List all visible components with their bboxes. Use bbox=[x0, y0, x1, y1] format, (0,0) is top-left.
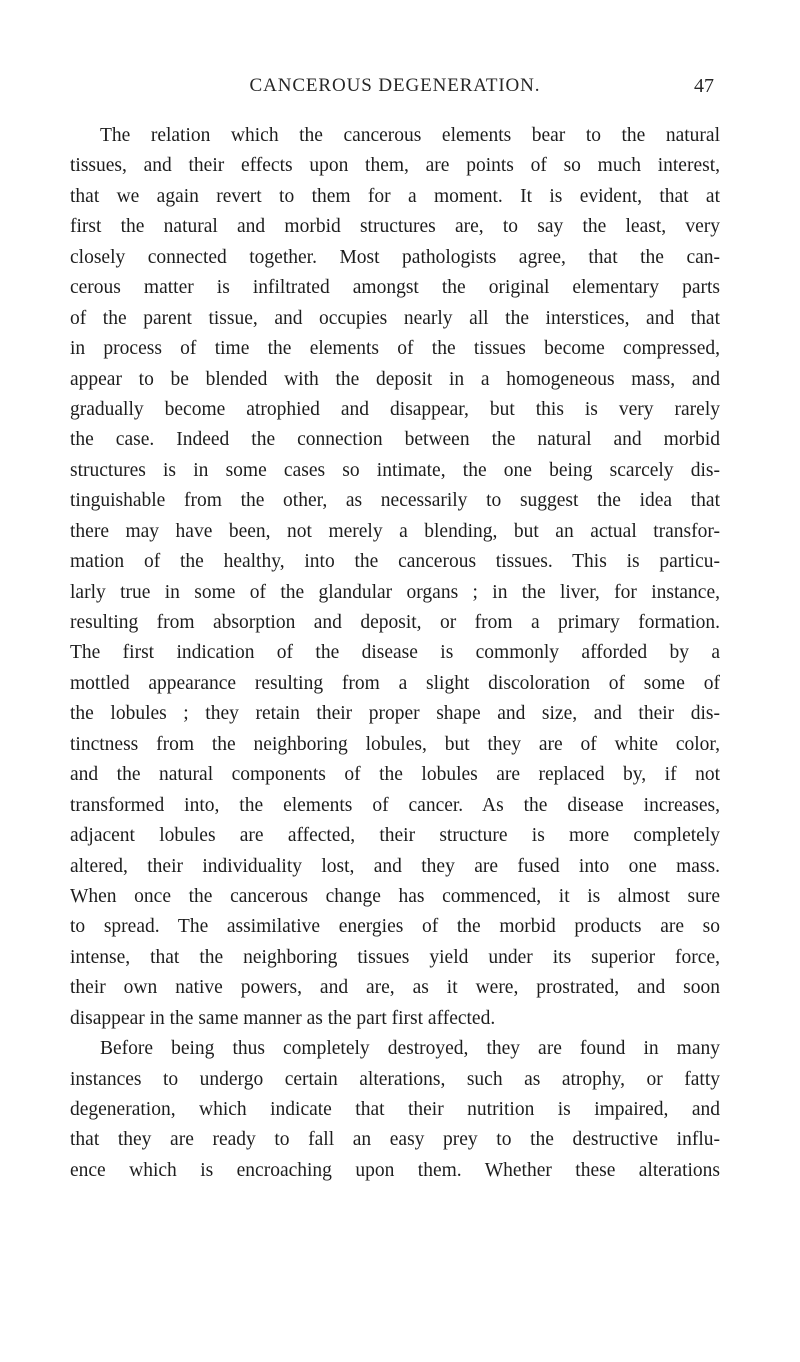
text-line: ence which is encroaching upon them. Whether these alterations bbox=[70, 1159, 720, 1181]
text-line: tinctness from the neighboring lobules, but they are of white color, bbox=[70, 733, 720, 755]
text-line: instances to undergo certain alterations, such as atrophy, or fatty bbox=[70, 1068, 720, 1090]
text-line: that we again revert to them for a moment. It is evident, that at bbox=[70, 185, 720, 207]
text-line: closely connected together. Most pathologists agree, that the can- bbox=[70, 246, 720, 268]
text-line: mation of the healthy, into the cancerous tissues. This is particu- bbox=[70, 551, 720, 573]
text-line: intense, that the neighboring tissues yield under its superior force, bbox=[70, 946, 720, 968]
text-line: structures is in some cases so intimate, the one being scarcely dis- bbox=[70, 459, 720, 481]
running-head bbox=[70, 72, 720, 100]
text-line: tissues, and their effects upon them, are points of so much interest, bbox=[70, 155, 720, 177]
text-line: gradually become atrophied and disappear, but this is very rarely bbox=[70, 398, 720, 420]
paragraph-1 bbox=[70, 121, 720, 1034]
text-line: appear to be blended with the deposit in a homogeneous mass, and bbox=[70, 368, 720, 390]
text-line: tinguishable from the other, as necessarily to suggest the idea that bbox=[70, 490, 720, 512]
text-line: The relation which the cancerous elements bear to the natural bbox=[100, 125, 720, 146]
page-number: 47 bbox=[694, 75, 714, 97]
text-line: altered, their individuality lost, and they are fused into one mass. bbox=[70, 855, 720, 877]
text-line: The first indication of the disease is commonly afforded by a bbox=[70, 642, 720, 664]
text-line: When once the cancerous change has commenced, it is almost sure bbox=[70, 885, 720, 907]
text-line: there may have been, not merely a blending, but an actual transfor- bbox=[70, 520, 720, 542]
text-line: cerous matter is infiltrated amongst the original elementary parts bbox=[70, 277, 720, 299]
text-line: and the natural components of the lobules are replaced by, if not bbox=[70, 764, 720, 786]
paragraph-2 bbox=[70, 1034, 720, 1186]
text-line: mottled appearance resulting from a slight discoloration of some of bbox=[70, 672, 720, 694]
text-line: their own native powers, and are, as it were, prostrated, and soon bbox=[70, 977, 720, 999]
text-line: the lobules ; they retain their proper shape and size, and their dis- bbox=[70, 703, 720, 725]
text-line: to spread. The assimilative energies of the morbid products are so bbox=[70, 916, 720, 938]
text-line: larly true in some of the glandular organs ; in the liver, for instance, bbox=[70, 581, 720, 603]
body-text bbox=[70, 121, 720, 1186]
text-line: degeneration, which indicate that their nutrition is impaired, and bbox=[70, 1099, 720, 1120]
text-line: the case. Indeed the connection between the natural and morbid bbox=[70, 429, 720, 451]
text-line: of the parent tissue, and occupies nearly all the interstices, and that bbox=[70, 307, 720, 329]
text-line: transformed into, the elements of cancer. As the disease increases, bbox=[70, 794, 720, 816]
running-title: CANCEROUS DEGENERATION. bbox=[249, 75, 541, 96]
text-line: resulting from absorption and deposit, or from a primary formation. bbox=[70, 612, 720, 633]
text-line: disappear in the same manner as the part first affected. bbox=[70, 1007, 496, 1029]
text-line: adjacent lobules are affected, their structure is more completely bbox=[70, 825, 720, 847]
text-line: first the natural and morbid structures are, to say the least, very bbox=[70, 216, 720, 238]
text-line: Before being thus completely destroyed, they are found in many bbox=[100, 1038, 720, 1060]
text-line: that they are ready to fall an easy prey to the destructive influ- bbox=[70, 1129, 720, 1151]
text-line: in process of time the elements of the tissues become compressed, bbox=[70, 338, 720, 360]
